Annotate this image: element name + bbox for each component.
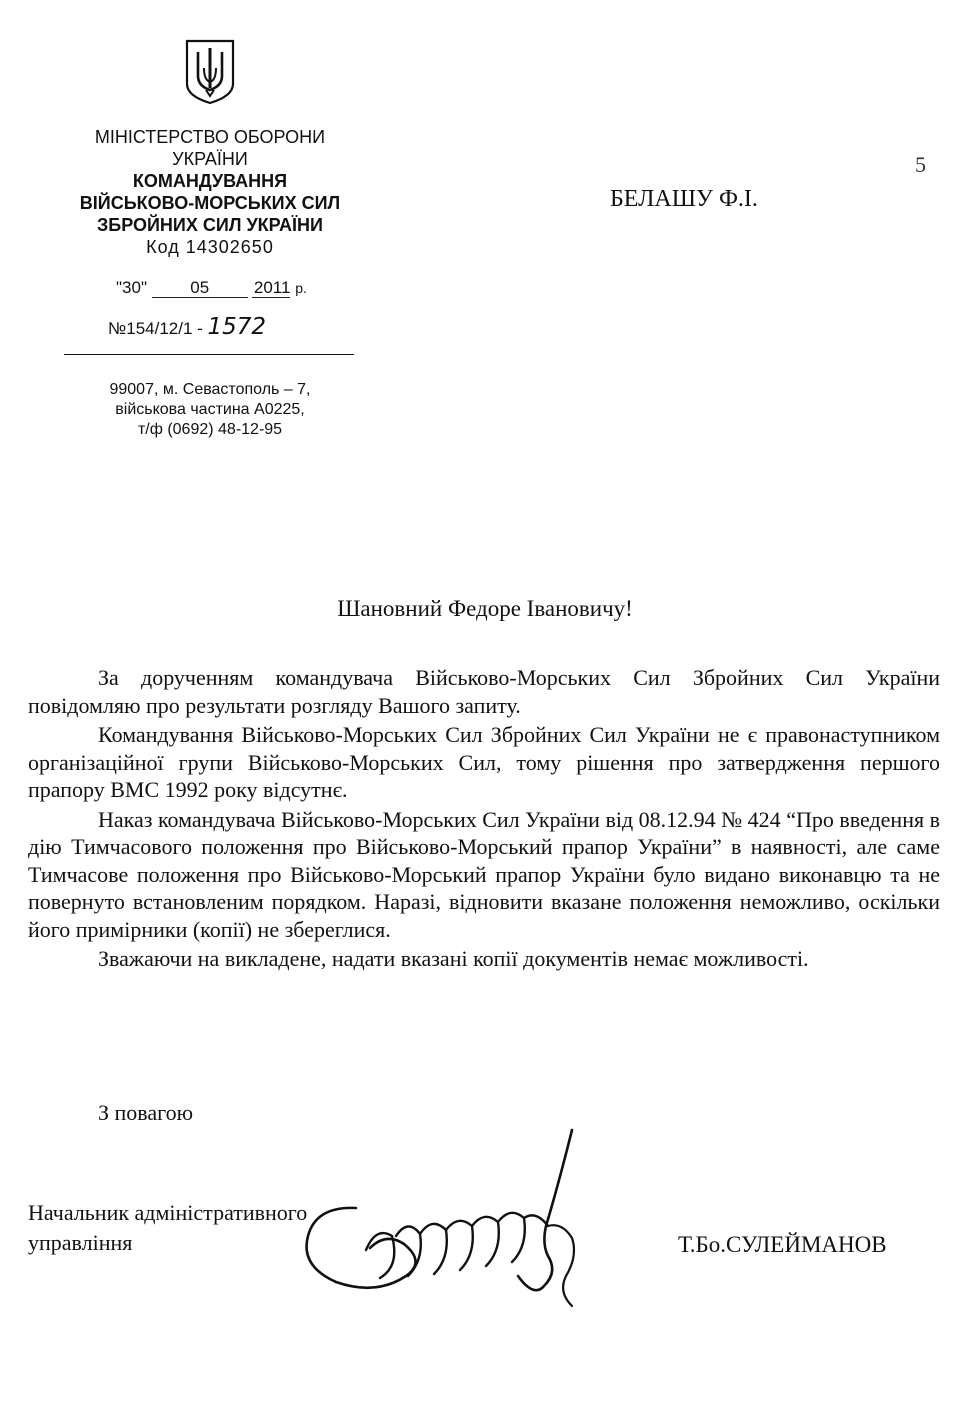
paragraph-2: Командування Військово-Морських Сил Збройних Сил України не є правонаступником організаційної групи Військово-Морських Сил, тому рішення про затвердження першого прапору ВМС 1992 року відсутнє. bbox=[28, 722, 940, 802]
organization-code: Код 14302650 bbox=[146, 237, 274, 257]
date-day: "30" bbox=[116, 278, 147, 297]
paragraph-1: За дорученням командувача Військово-Морських Сил Збройних Сил України повідомляю про результати розгляду Вашого запиту. bbox=[28, 665, 940, 718]
ministry-line-2: УКРАЇНИ bbox=[172, 149, 248, 169]
position-line-2: управління bbox=[28, 1230, 133, 1255]
trident-coat-of-arms-icon bbox=[184, 38, 236, 106]
signatory-name: Т.Бо.СУЛЕЙМАНОВ bbox=[678, 1232, 887, 1257]
address-line-3: т/ф (0692) 48-12-95 bbox=[137, 421, 283, 438]
paragraph-4: Зважаючи на викладене, надати вказані копії документів немає можливості. bbox=[98, 946, 809, 971]
recipient: БЕЛАШУ Ф.І. bbox=[610, 186, 758, 212]
ministry-line-1: МІНІСТЕРСТВО ОБОРОНИ bbox=[94, 127, 326, 147]
date-suffix: р. bbox=[295, 280, 307, 296]
reference-number bbox=[108, 314, 266, 340]
closing: З повагою bbox=[98, 1100, 194, 1125]
command-line-1: КОМАНДУВАННЯ bbox=[132, 171, 288, 191]
command-line-2: ВІЙСЬКОВО-МОРСЬКИХ СИЛ bbox=[79, 193, 341, 213]
date-year: 2011 bbox=[253, 278, 291, 297]
corner-mark: 5 bbox=[915, 152, 926, 177]
reference-number-handwritten: 1572 bbox=[207, 314, 267, 340]
letter-body bbox=[28, 664, 940, 973]
header-divider bbox=[64, 354, 354, 355]
document-date bbox=[116, 278, 307, 298]
handwritten-signature-icon bbox=[296, 1126, 586, 1326]
address-line-1: 99007, м. Севастополь – 7, bbox=[109, 381, 311, 398]
paragraph-3: Наказ командувача Військово-Морських Сил України від 08.12.94 № 424 “Про введення в дію Тимчасового положення про Військово-Морський прапор України” в наявності, але саме Тимчасове положення про Військово-Морський прапор України було видано виконавцю та не повернуто встановленим порядком. Наразі, відновити вказане положення неможливо, оскільки його примірники (копії) не збереглися. bbox=[28, 806, 940, 942]
date-month: 05 bbox=[152, 279, 248, 298]
reference-number-printed: №154/12/1 - bbox=[108, 319, 203, 338]
salutation: Шановний Федоре Івановичу! bbox=[337, 596, 633, 621]
command-line-3: ЗБРОЙНИХ СИЛ УКРАЇНИ bbox=[97, 215, 323, 235]
sender-header bbox=[40, 126, 380, 258]
signatory-position bbox=[28, 1198, 307, 1258]
position-line-1: Начальник адміністративного bbox=[28, 1200, 308, 1225]
address-line-2: військова частина А0225, bbox=[115, 401, 305, 418]
sender-address bbox=[60, 380, 360, 440]
